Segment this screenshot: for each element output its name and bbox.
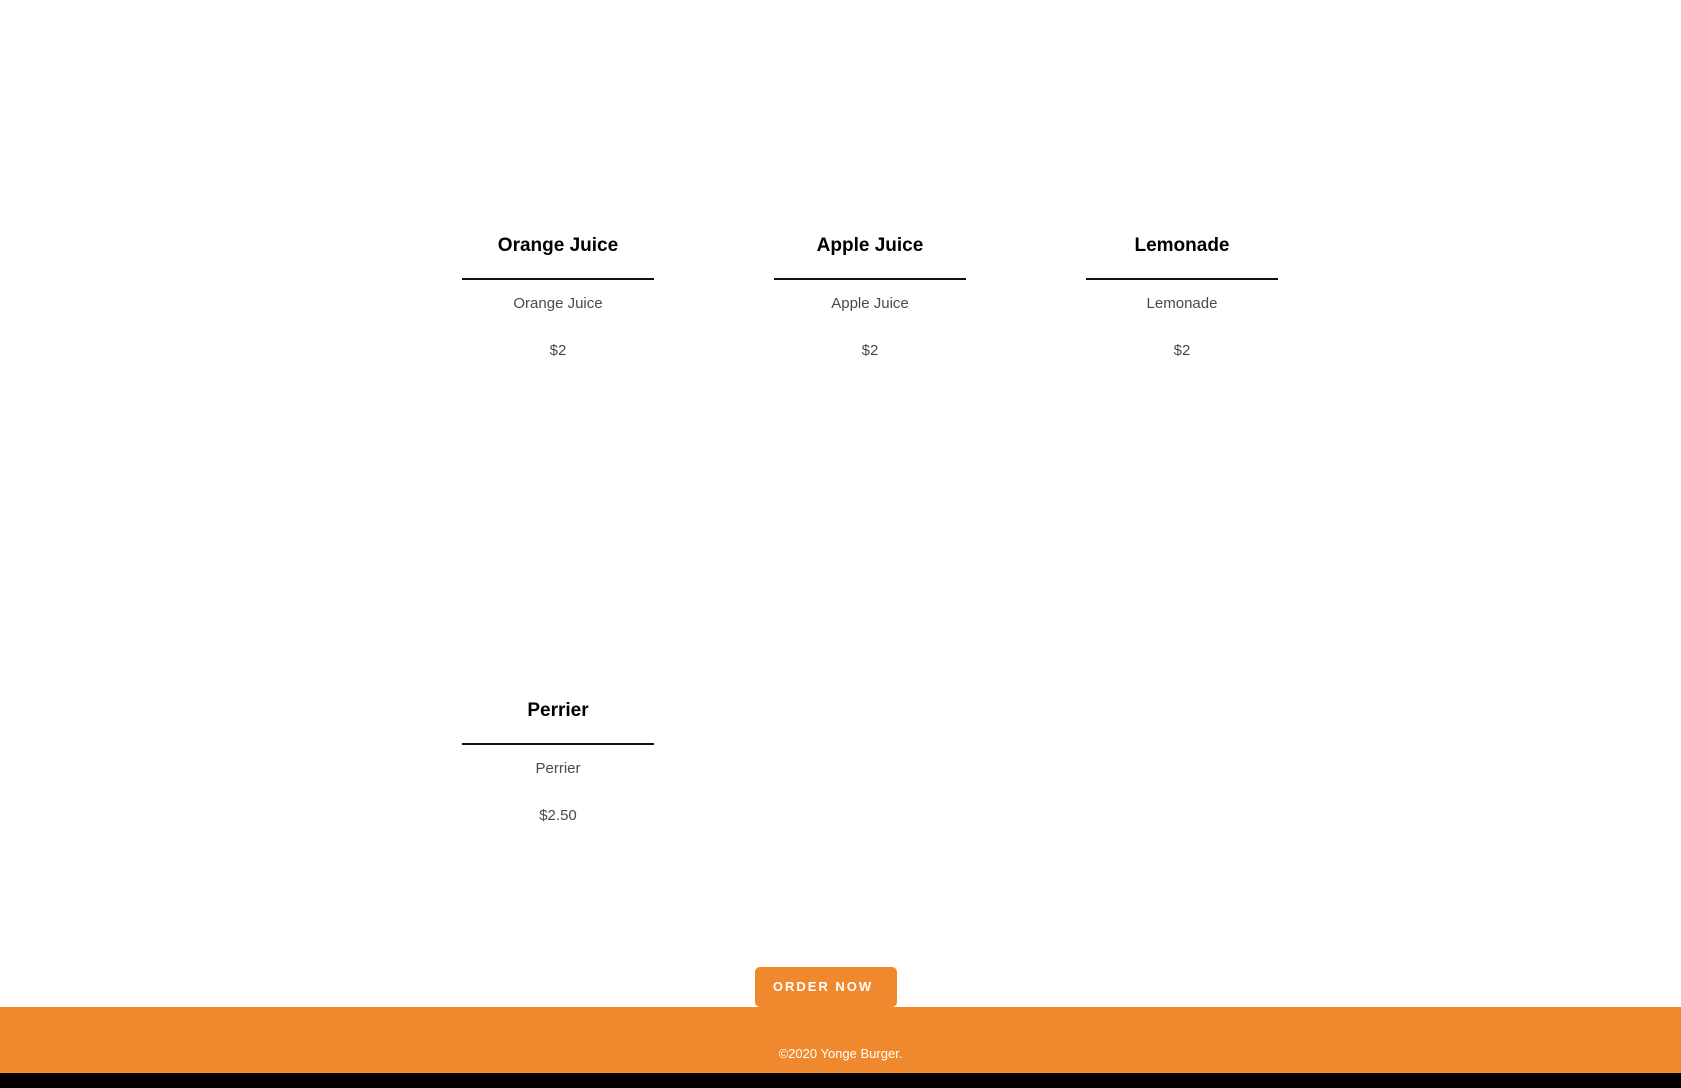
item-price: $2 [1173,342,1191,359]
item-description: Lemonade [1146,295,1218,312]
item-description: Orange Juice [513,295,603,312]
menu-item-perrier [462,699,654,826]
item-title: Apple Juice [816,235,924,256]
item-title: Lemonade [1134,235,1230,256]
menu-item-lemonade [1086,234,1278,361]
item-divider [774,278,966,280]
item-title: Orange Juice [497,235,619,256]
bottom-strip [0,1073,1681,1088]
item-divider [1086,278,1278,280]
menu-item-apple-juice [774,234,966,361]
item-divider [462,743,654,745]
item-description: Perrier [535,760,581,777]
item-title: Perrier [527,700,589,721]
order-now-button[interactable]: ORDER NOW [755,967,897,1007]
footer [0,1007,1681,1073]
item-price: $2 [861,342,879,359]
item-divider [462,278,654,280]
menu-item-orange-juice [462,234,654,361]
item-price: $2 [549,342,567,359]
item-description: Apple Juice [831,295,909,312]
item-price: $2.50 [539,807,577,824]
footer-copyright: ©2020 Yonge Burger. [778,1046,903,1061]
